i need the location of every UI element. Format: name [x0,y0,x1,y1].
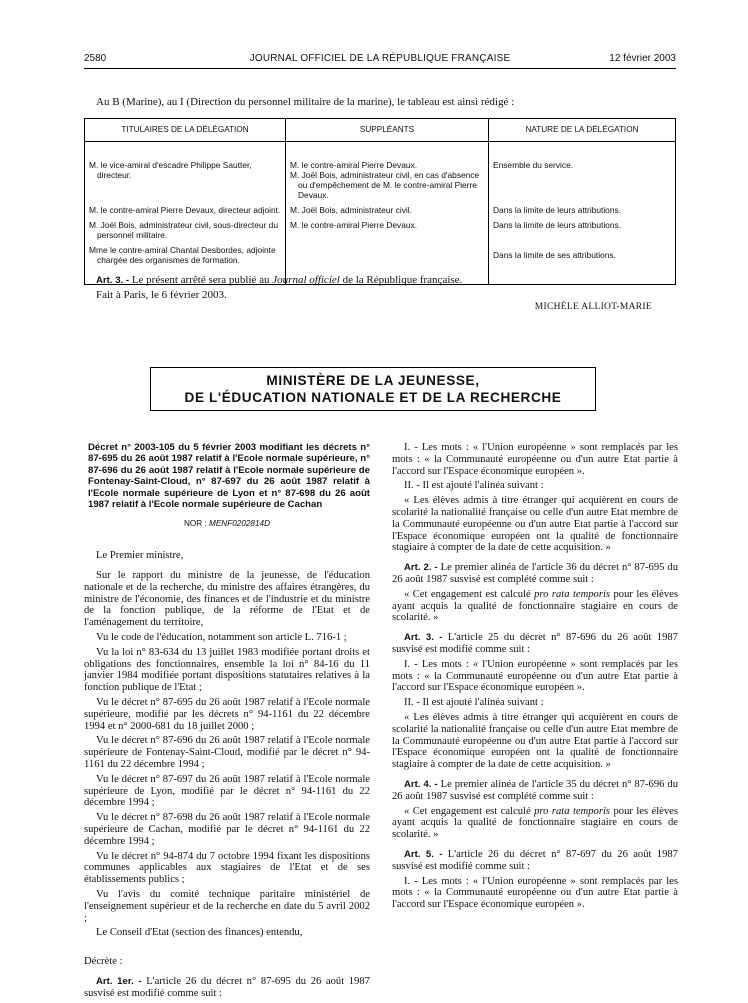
article-5-paragraph [392,849,678,873]
titulaire-cell: M. le contre-amiral Pierre Devaux, directeur adjoint. [89,205,281,215]
visa-paragraph: Vu le décret n° 87-696 du 26 août 1987 relatif à l'Ecole normale supérieure de Fontenay-Saint-Cloud, modifié par le décret n° 94-1161 du 22 décembre 1994 ; [84,735,370,770]
visa-paragraph: Le Conseil d'Etat (section des finances) entendu, [96,927,303,939]
article-3-paragraph [84,273,676,288]
quote-italic: pro rata temporis [534,805,611,817]
article-3-paragraph [392,632,678,656]
article-label: Art. 5. - [404,848,443,860]
titulaire-cell: Mme le contre-amiral Chantal Desbordes, adjointe chargée des organismes de formation. [89,245,276,265]
visa-paragraph: Vu le décret n° 87-698 du 26 août 1987 relatif à l'Ecole normale supérieure de Cachan, modifié par le décret n° 94-1161 du 22 décembre 1994 ; [84,812,370,847]
column-header-titulaires: TITULAIRES DE LA DÉLÉGATION [85,119,286,142]
body-paragraph: II. - Il est ajouté l'alinéa suivant : [404,697,544,709]
page-number: 2580 [84,53,107,64]
decrete-heading: Décrète : [84,956,123,968]
quote-text: « Cet engagement est calculé [404,588,535,600]
nor-reference [84,518,370,530]
ministry-line-1: MINISTÈRE DE LA JEUNESSE, [266,373,480,388]
visa-paragraph: Vu le code de l'éducation, notamment son article L. 716-1 ; [96,632,347,644]
left-column [84,442,370,1003]
body-paragraph: I. - Les mots : « l'Union européenne » sont remplacés par les mots : « la Communauté européenne ou d'un autre Etat partie à l'accord sur l'Espace économique européen ». [392,875,678,911]
decree-title: Décret n° 2003-105 du 5 février 2003 modifiant les décrets n° 87-695 du 26 août 1987 relatif à l'Ecole normale supérieure, n° 87-696 du 26 août 1987 relatif à l'Ecole normale supérieure de Fontenay-Saint-Cloud, n° 87-697 du 26 août 1987 relatif à l'Ecole normale supérieure de Lyon et n° 87-698 du 26 août 1987 relatif à l'Ecole normale supérieure de Cachan [88,442,370,511]
body-paragraph: II. - Il est ajouté l'alinéa suivant : [404,480,544,492]
article-text: Le présent arrêté sera publié au [129,274,273,286]
article-label: Art. 3. - [96,275,130,286]
column-header-suppleants: SUPPLÉANTS [286,119,489,142]
nature-cell: Dans la limite de leurs attributions. [493,220,622,230]
suppleant-cell: M. le contre-amiral Pierre Devaux. [290,160,418,170]
journal-title: JOURNAL OFFICIEL DE LA RÉPUBLIQUE FRANÇAISE [249,53,511,64]
body-paragraph [392,589,678,624]
nature-cell: Ensemble du service. [493,160,574,170]
article-text: Le premier alinéa de l'article 35 du décret n° 87-696 du 26 août 1987 susvisé est complété comme suit : [392,778,678,802]
suppleant-cell: M. Joël Bois, administrateur civil, en cas d'absence ou d'empêchement de M. le contre-amiral Pierre Devaux. [290,170,480,200]
visa-paragraph: Vu le décret n° 87-697 du 26 août 1987 relatif à l'Ecole normale supérieure de Lyon, modifié par le décret n° 94-1161 du 22 décembre 1994 ; [84,773,370,809]
nor-label: NOR : [183,519,210,529]
visa-paragraph: Vu le décret n° 87-695 du 26 août 1987 relatif à l'Ecole normale supérieure, modifié par les décrets n° 94-1161 du 22 décembre 1994 et n° 2000-681 du 18 juillet 2000 ; [84,697,370,732]
article-text: L'article 26 du décret n° 87-697 du 26 août 1987 susvisé est modifié comme suit : [392,848,678,872]
nature-cell: Dans la limite de ses attributions. [493,250,616,260]
article-label: Art. 3. - [404,632,443,644]
table-row [85,142,676,201]
premier-ministre: Le Premier ministre, [96,550,184,562]
visa-paragraph: Vu le décret n° 94-874 du 7 octobre 1994 fixant les dispositions communes applicables aux stagiaires de l'Etat et de ses établissements publics ; [84,850,370,886]
article-label: Art. 1er. - [96,975,142,987]
titulaire-cell: M. le vice-amiral d'escadre Philippe Sautter, directeur. [89,160,252,180]
visa-paragraph: Vu la loi n° 83-634 du 13 juillet 1983 modifiée portant droits et obligations des fonctionnaires, ensemble la loi n° 84-16 du 11 janvier 1984 modifiée portant dispositions statutaires relatives à la fonction publique de l'Etat ; [84,646,370,694]
article-text: Le premier alinéa de l'article 36 du décret n° 87-695 du 26 août 1987 susvisé est complété comme suit : [392,562,678,585]
nor-value: MENF0202814D [209,519,270,529]
fait-line: Fait à Paris, le 6 février 2003. [96,289,227,301]
table-header-row [85,119,676,142]
article-text: L'article 26 du décret n° 87-695 du 26 août 1987 susvisé est modifié comme suit : [84,975,370,999]
ministry-box [150,367,596,411]
table-intro: Au B (Marine), au I (Direction du personnel militaire de la marine), le tableau est ainsi rédigé : [96,96,515,108]
issue-date: 12 février 2003 [609,53,676,64]
right-column [392,442,678,914]
article-1-paragraph [84,976,370,1000]
visa-paragraph: Vu l'avis du comité technique paritaire ministériel de l'enseignement supérieur et de la recherche en date du 5 avril 2002 ; [84,888,370,924]
quote-text: pour les élèves ayant acquis la qualité de fonctionnaire stagiaire en cours de scolarité. » [392,588,678,624]
article-text: de la République française. [339,274,463,286]
quote-text: pour les élèves ayant acquis la qualité de fonctionnaire stagiaire en cours de scolarité. » [392,805,678,841]
article-label: Art. 2. - [404,562,438,574]
suppleant-cell: M. Joël Bois, administrateur civil. [290,205,412,215]
page-header [84,53,676,67]
article-label: Art. 4. - [404,778,438,790]
body-paragraph: I. - Les mots : « l'Union européenne » sont remplacés par les mots : « la Communauté européenne ou d'un autre Etat partie à l'accord sur l'Espace économique européen ». [392,658,678,694]
ministry-line-2: DE L'ÉDUCATION NATIONALE ET DE LA RECHERCHE [184,390,562,405]
article-4-paragraph [392,779,678,803]
table-row [85,200,676,220]
quote-text: « Cet engagement est calculé [404,805,535,817]
article-3-block [84,273,676,302]
quote-italic: pro rata temporis [534,588,611,600]
column-header-nature: NATURE DE LA DÉLÉGATION [489,119,676,142]
delegation-table [84,118,676,285]
journal-name: Journal officiel [272,274,340,286]
titulaire-cell: M. Joël Bois, administrateur civil, sous-directeur du personnel militaire. [89,220,278,240]
body-paragraph: « Les élèves admis à titre étranger qui acquièrent en cours de scolarité la nationalité française ou celle d'un autre Etat membre de la Communauté européenne ou d'un autre Etat partie à l'accord sur l'Espace économique européen ont la qualité de fonctionnaire stagiaire à compter de la date de cette acquisition. » [392,495,678,554]
article-2-paragraph [392,562,678,586]
signature: MICHÈLE ALLIOT-MARIE [534,302,652,312]
body-paragraph [392,806,678,841]
table-row [85,220,676,245]
nature-cell: Dans la limite de leurs attributions. [493,205,622,215]
suppleant-cell: M. le contre-amiral Pierre Devaux. [290,220,418,230]
article-text: L'article 25 du décret n° 87-696 du 26 août 1987 susvisé est modifié comme suit : [392,632,678,655]
header-rule [84,68,676,69]
visa-paragraph: Sur le rapport du ministre de la jeunesse, de l'éducation nationale et de la recherche, du ministre des affaires étrangères, du ministre de l'économie, des finances et de l'industrie et du ministre de la fonction publique, de la réforme de l'Etat et de l'aménagement du territoire, [84,570,370,629]
body-paragraph: « Les élèves admis à titre étranger qui acquièrent en cours de scolarité la nationalité française ou celle d'un autre Etat membre de la Communauté européenne ou d'un autre Etat partie à l'accord sur l'Espace économique européen ont la qualité de fonctionnaire stagiaire à compter de la date de cette acquisition. » [392,711,678,771]
body-paragraph: I. - Les mots : « l'Union européenne » sont remplacés par les mots : « la Communauté européenne ou d'un autre Etat partie à l'accord sur l'Espace économique européen ». [392,442,678,477]
